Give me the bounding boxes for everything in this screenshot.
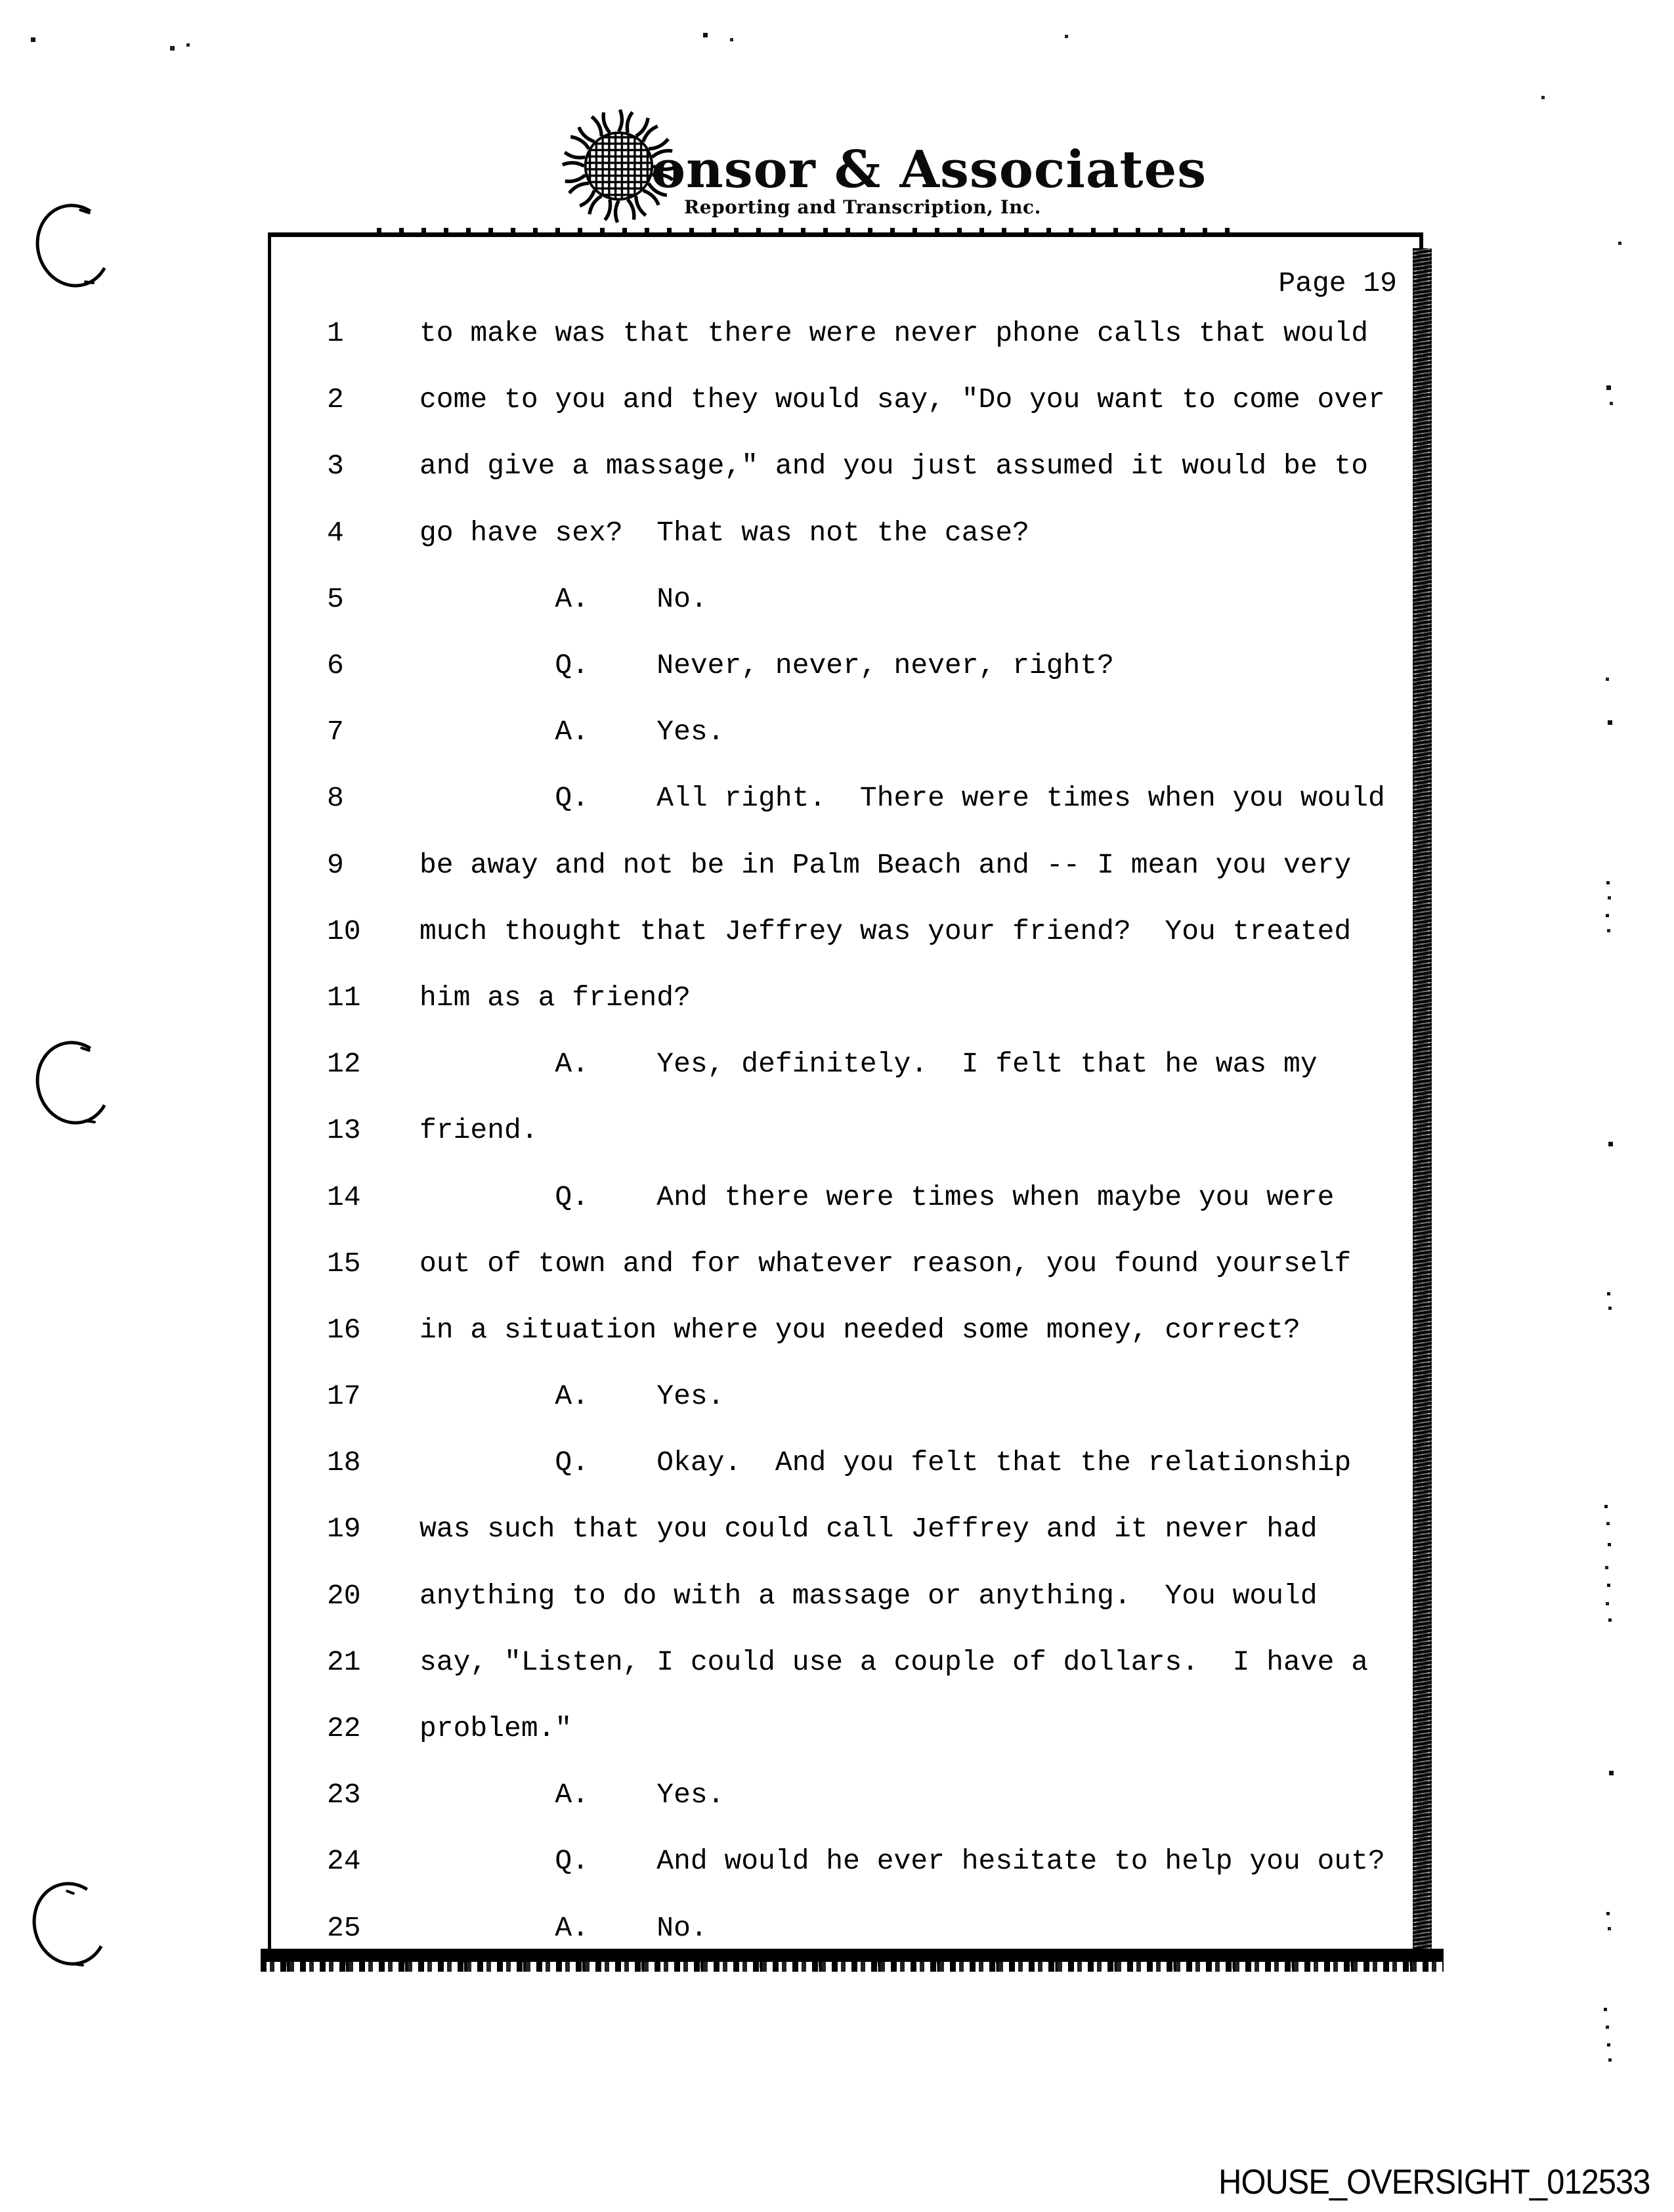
scan-speckles — [0, 0, 3, 3]
line-number: 15 — [327, 1247, 361, 1280]
line-text: A. Yes. — [419, 1380, 725, 1413]
scanned-border-bottom-noise — [261, 1962, 1444, 1972]
line-number: 23 — [327, 1779, 361, 1811]
line-text: to make was that there were never phone calls that would — [419, 317, 1369, 350]
line-number: 22 — [327, 1712, 361, 1745]
punch-hole-arc — [24, 1874, 117, 1974]
transcript-line — [271, 366, 1419, 433]
line-text: be away and not be in Palm Beach and -- I mean you very — [419, 848, 1352, 881]
line-number: 2 — [327, 383, 344, 416]
line-number: 21 — [327, 1645, 361, 1678]
line-text: Q. Never, never, never, right? — [419, 649, 1114, 682]
line-number: 3 — [327, 450, 344, 483]
bates-number: HOUSE_OVERSIGHT_012533 — [1218, 2163, 1650, 2201]
line-number: 24 — [327, 1845, 361, 1878]
transcript-line — [271, 1496, 1419, 1562]
scanned-border-top-noise — [368, 228, 1234, 232]
transcript-line — [271, 898, 1419, 965]
line-text: Q. And would he ever hesitate to help you out? — [419, 1845, 1385, 1878]
transcript-line — [271, 632, 1419, 699]
line-text: come to you and they would say, "Do you want to come over — [419, 383, 1385, 416]
transcript-line — [271, 1163, 1419, 1230]
line-text: Q. Okay. And you felt that the relationship — [419, 1446, 1352, 1479]
line-number: 18 — [327, 1446, 361, 1479]
line-number: 12 — [327, 1048, 361, 1081]
transcript-line — [271, 1297, 1419, 1363]
transcript-box — [268, 232, 1423, 1961]
line-number: 25 — [327, 1911, 361, 1944]
line-number: 17 — [327, 1380, 361, 1413]
line-text: in a situation where you needed some money, correct? — [419, 1313, 1300, 1346]
transcript-line — [271, 1629, 1419, 1695]
scanned-spine-shadow — [1413, 248, 1432, 1958]
line-text: was such that you could call Jeffrey and it never had — [419, 1513, 1318, 1546]
line-text: A. Yes. — [419, 1779, 725, 1811]
transcript-line — [271, 1429, 1419, 1496]
line-text: and give a massage," and you just assumed it would be to — [419, 450, 1369, 483]
line-text: him as a friend? — [419, 981, 691, 1014]
transcript-line — [271, 1828, 1419, 1894]
transcript-line — [271, 1363, 1419, 1429]
line-number: 8 — [327, 782, 344, 815]
transcript-line — [271, 699, 1419, 765]
line-number: 7 — [327, 716, 344, 748]
line-text: A. Yes, definitely. I felt that he was my — [419, 1048, 1318, 1081]
line-number: 14 — [327, 1181, 361, 1213]
punch-hole-arc — [27, 1033, 120, 1133]
line-text: say, "Listen, I could use a couple of dollars. I have a — [419, 1645, 1369, 1678]
transcript-line — [271, 765, 1419, 831]
line-number: 4 — [327, 516, 344, 549]
transcript-line — [271, 1031, 1419, 1097]
scanned-border-bottom — [261, 1949, 1444, 1962]
line-text: friend. — [419, 1114, 538, 1147]
line-number: 20 — [327, 1579, 361, 1612]
line-text: Q. And there were times when maybe you were — [419, 1181, 1335, 1213]
line-text: A. No. — [419, 1911, 708, 1944]
punch-hole-arc — [27, 196, 120, 295]
line-text: problem." — [419, 1712, 572, 1745]
transcript-line — [271, 300, 1419, 366]
transcript-lines — [271, 300, 1419, 1961]
transcript-line — [271, 1563, 1419, 1629]
line-number: 11 — [327, 981, 361, 1014]
logo-company-name: onsor & Associates — [651, 140, 1207, 200]
line-number: 1 — [327, 317, 344, 350]
transcript-line — [271, 500, 1419, 566]
transcript-line — [271, 832, 1419, 898]
transcript-line — [271, 1230, 1419, 1297]
transcript-line — [271, 1097, 1419, 1163]
line-number: 13 — [327, 1114, 361, 1147]
transcript-line — [271, 433, 1419, 499]
page-number: Page 19 — [1278, 267, 1397, 299]
transcript-line — [271, 1695, 1419, 1762]
transcript-line — [271, 566, 1419, 632]
line-text: go have sex? That was not the case? — [419, 516, 1029, 549]
line-text: Q. All right. There were times when you would — [419, 782, 1385, 815]
line-number: 16 — [327, 1313, 361, 1346]
line-number: 19 — [327, 1513, 361, 1546]
line-number: 10 — [327, 915, 361, 947]
logo-tagline: Reporting and Transcription, Inc. — [684, 196, 1041, 218]
transcript-line — [271, 1762, 1419, 1828]
line-text: out of town and for whatever reason, you found yourself — [419, 1247, 1352, 1280]
line-number: 5 — [327, 582, 344, 615]
transcript-line — [271, 965, 1419, 1031]
line-text: anything to do with a massage or anything. You would — [419, 1579, 1318, 1612]
line-text: A. Yes. — [419, 716, 725, 748]
line-number: 6 — [327, 649, 344, 682]
line-text: much thought that Jeffrey was your friend? You treated — [419, 915, 1352, 947]
line-number: 9 — [327, 848, 344, 881]
line-text: A. No. — [419, 582, 708, 615]
